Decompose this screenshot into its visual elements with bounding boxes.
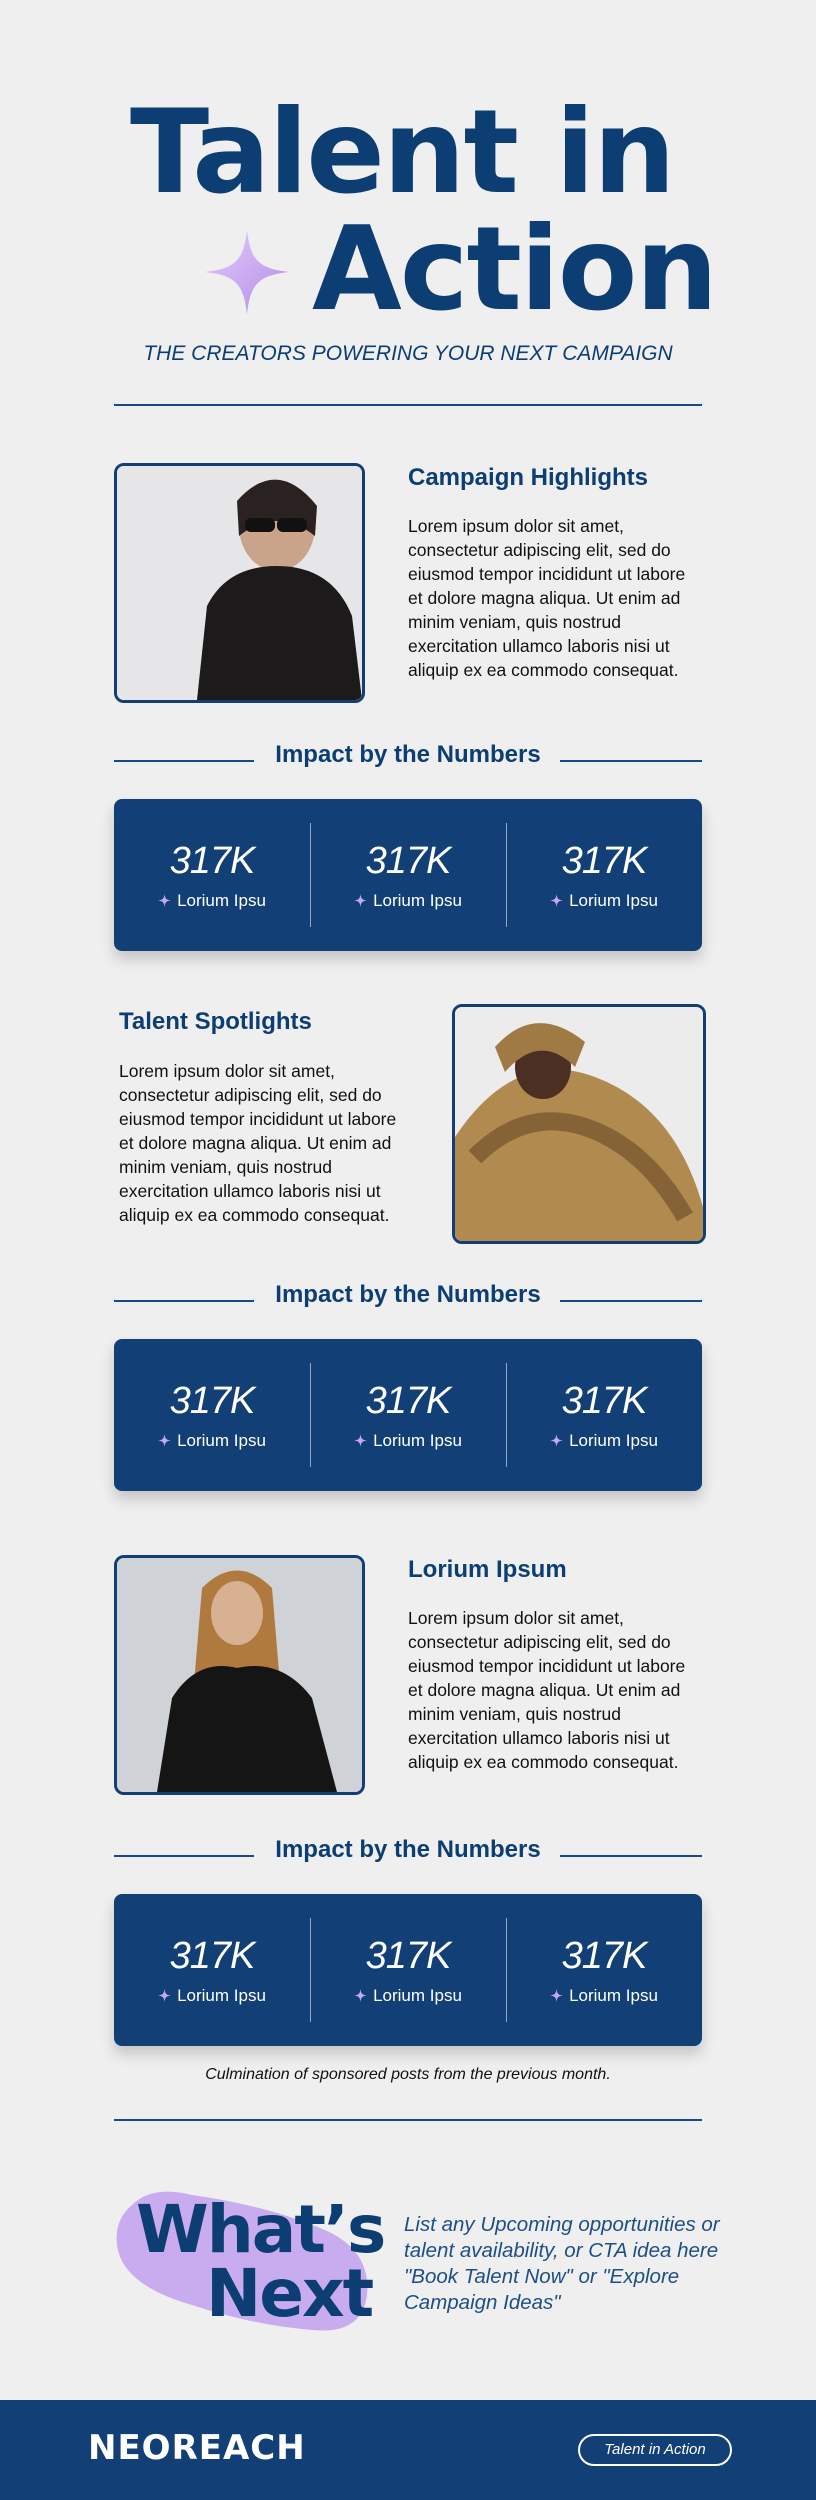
stat-label: Lorium Ipsu — [569, 890, 658, 910]
divider — [560, 1855, 702, 1857]
stat-label: Lorium Ipsu — [569, 1985, 658, 2005]
stat-item — [114, 799, 310, 951]
section-body: Lorem ipsum dolor sit amet, consectetur adipiscing elit, sed do eiusmod tempor incididunt ut labore et dolore magna aliqua. Ut enim ad minim veniam, quis nostrud exercitation ullamco laboris nisi ut aliquip ex ea commodo consequat. — [408, 516, 686, 680]
stats-panel — [114, 799, 702, 951]
stat-value: 317K — [365, 1934, 451, 1977]
stats-panel — [114, 1894, 702, 2046]
stat-label: Lorium Ipsu — [569, 1430, 658, 1450]
sparkle-icon — [354, 894, 367, 907]
stat-label: Lorium Ipsu — [177, 890, 266, 910]
page-title-line1: Talent in — [130, 85, 674, 220]
section-body: Lorem ipsum dolor sit amet, consectetur adipiscing elit, sed do eiusmod tempor incididunt ut labore et dolore magna aliqua. Ut enim ad minim veniam, quis nostrud exercitation ullamco laboris nisi ut aliquip ex ea commodo consequat. — [119, 1061, 397, 1225]
footer-pill: Talent in Action — [578, 2434, 732, 2466]
talent-photo-3 — [114, 1555, 365, 1795]
stat-value: 317K — [561, 1379, 647, 1422]
stat-value: 317K — [561, 1934, 647, 1977]
cta-text: List any Upcoming opportunities or talent availability, or CTA idea here "Book Talent Now" or "Explore Campaign Ideas" — [404, 2213, 720, 2314]
section-title: Lorium Ipsum — [408, 1556, 567, 1583]
impact-heading: Impact by the Numbers — [275, 1281, 541, 1308]
divider — [560, 1300, 702, 1302]
stat-value: 317K — [169, 1934, 255, 1977]
section-body: Lorem ipsum dolor sit amet, consectetur adipiscing elit, sed do eiusmod tempor incididunt ut labore et dolore magna aliqua. Ut enim ad minim veniam, quis nostrud exercitation ullamco laboris nisi ut aliquip ex ea commodo consequat. — [408, 1608, 686, 1772]
stat-value: 317K — [561, 839, 647, 882]
sparkle-icon — [354, 1434, 367, 1447]
stat-item — [506, 799, 702, 951]
sparkle-icon — [158, 1989, 171, 2002]
sparkle-icon — [158, 894, 171, 907]
stat-value: 317K — [365, 1379, 451, 1422]
sparkle-icon — [205, 230, 289, 314]
stat-label: Lorium Ipsu — [373, 1985, 462, 2005]
divider — [114, 404, 702, 406]
section-title: Talent Spotlights — [119, 1008, 312, 1035]
stat-value: 317K — [365, 839, 451, 882]
caption: Culmination of sponsored posts from the previous month. — [205, 2066, 611, 2083]
impact-heading: Impact by the Numbers — [275, 741, 541, 768]
sparkle-icon — [550, 1434, 563, 1447]
stat-value: 317K — [169, 1379, 255, 1422]
talent-photo-2 — [452, 1004, 706, 1244]
divider — [114, 2119, 702, 2121]
stat-item — [310, 1894, 506, 2046]
stat-label: Lorium Ipsu — [373, 890, 462, 910]
sparkle-icon — [354, 1989, 367, 2002]
stat-item — [506, 1339, 702, 1491]
stat-item — [114, 1894, 310, 2046]
stat-item — [114, 1339, 310, 1491]
sparkle-icon — [550, 894, 563, 907]
talent-photo-1 — [114, 463, 365, 703]
stat-item — [310, 1339, 506, 1491]
stat-item — [310, 799, 506, 951]
page-subtitle: THE CREATORS POWERING YOUR NEXT CAMPAIGN — [143, 342, 673, 365]
stat-label: Lorium Ipsu — [177, 1430, 266, 1450]
sparkle-icon — [550, 1989, 563, 2002]
stat-label: Lorium Ipsu — [373, 1430, 462, 1450]
impact-heading: Impact by the Numbers — [275, 1836, 541, 1863]
stats-panel — [114, 1339, 702, 1491]
whats-next-line1: What’s — [136, 2191, 385, 2268]
divider — [560, 760, 702, 762]
section-title: Campaign Highlights — [408, 464, 648, 491]
stat-value: 317K — [169, 839, 255, 882]
sparkle-icon — [158, 1434, 171, 1447]
page-title-line2: Action — [312, 202, 717, 337]
stat-item — [506, 1894, 702, 2046]
brand-logo: NEOREACH — [88, 2428, 306, 2468]
stat-label: Lorium Ipsu — [177, 1985, 266, 2005]
whats-next-line2: Next — [206, 2255, 373, 2332]
